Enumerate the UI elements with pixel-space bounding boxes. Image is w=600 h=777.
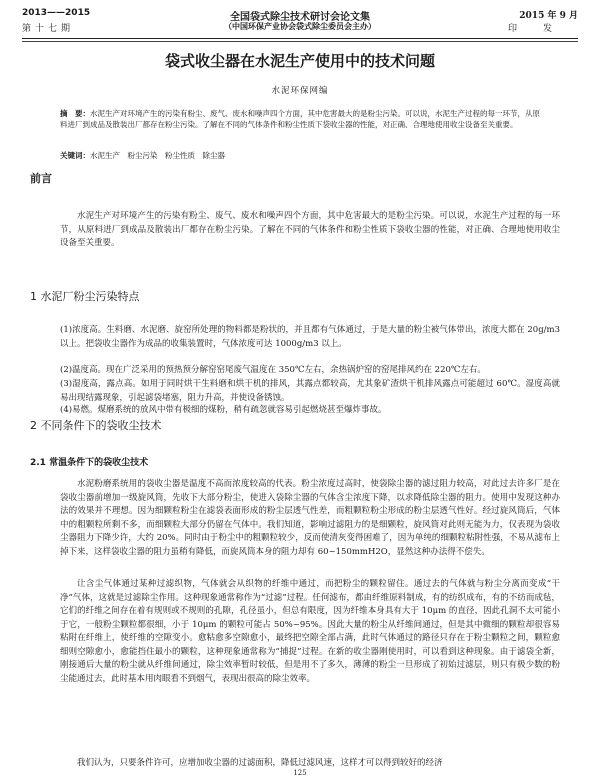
paragraph-item-1: (1)浓度高。生料磨、水泥磨、旋窑所处理的物料都是粉状的，并且都有气体通过，于是大量的粉尘被气体带出，浓度大都在 20g/m3 以上。把袋收尘器作为成品的收集装置时，气体浓度可达 1000g/m3 以上。	[60, 325, 560, 349]
section-heading-1: 1 水泥厂粉尘污染特点	[30, 290, 140, 303]
paragraph-item-3: (3)湿度高，露点高。如用于同时烘干生料磨和烘干机的排风，其露点都较高，尤其象矿渣烘干机排风露点可能超过 60℃。湿度高就易出现结露现象，引起滤袋堵塞，阻力升高，并使设备锈蚀。	[60, 379, 560, 403]
header-years: 2013——2015	[22, 8, 91, 18]
keywords	[60, 150, 542, 161]
header-printed: 印发	[507, 24, 578, 34]
paragraph-item-2: (2)温度高。现在广泛采用的预热预分解窑窑尾废气温度在 350℃左右，余热锅炉窑的窑尾排风约在 220℃左右。	[60, 365, 486, 375]
abstract	[60, 108, 542, 130]
section-heading-2: 2 不同条件下的袋收尘技术	[30, 419, 162, 432]
paper-title: 袋式收尘器在水泥生产使用中的技术问题	[164, 52, 435, 70]
header-organizer: （中国环保产业协会袋式除尘委员会主办）	[224, 21, 376, 31]
paragraph-2-1-b: 让含尘气体通过某种过滤织物，气体就会从织物的纤维中通过，而把粉尘的颗粒留住。通过去的气体就与粉尘分离而变成“干净”气体，这就是过滤除尘作用。这种现象通常称作为“过滤”过程。任何滤布，都由纤维原料制成，有的纺织成布，有的不纺而成毡，它们的纤维之间存在着有规则或不规则的孔隙，孔径虽小，但总有限度，因为纤维本身具有大于 10μm 的直径，因此孔洞不太可能小于它，一般粉尘颗粒都很细，小于 10μm 的颗粒可能占 50%~95%。因此大量的粉尘从纤维间通过，但是其中微细的颗粒却很容易粘附在纤维上，使纤维的空隙变小。愈粘愈多空隙愈小，最终把空隙全部占满，此时气体通过的路径只存在于粉尘颗粒之间，颗粒愈细则空隙愈小，愈能挡住最小的颗粒，这种现象通常称为“捕捉”过程。在新的收尘器刚使用时，可以看到这种现象。由于滤袋全新，刚接通后大量的粉尘就从纤维间通过，除尘效率暂时较低，但是用不了多久，薄薄的粉尘一旦形成了初始过滤层，则只有极少数的粉尘能通过去，此时基本用肉眼看不到烟气，表现出很高的除尘效率。	[60, 579, 560, 684]
running-header	[22, 8, 578, 38]
paragraph-intro: 水泥生产对环境产生的污染有粉尘、废气、废水和噪声四个方面，其中危害最大的是粉尘污染。可以说，水泥生产过程的每一环节，从原料进厂到成品及散装出厂都存在粉尘污染。了解在不同的气体条件和粉尘性质下袋收尘器的性能，对正确、合理地使用收尘设备至关重要。	[60, 211, 560, 248]
header-proceedings-title: 全国袋式除尘技术研讨会论文集	[230, 12, 370, 23]
keywords-text: 水泥生产 粉尘污染 粉尘性质 除尘器	[90, 151, 225, 160]
header-rule	[22, 38, 578, 39]
section-heading-preface: 前言	[30, 172, 52, 185]
header-issue: 第十七期	[22, 24, 75, 34]
paragraph-item-4: (4)易燃。煤磨系统的放风中带有极细的煤粉，稍有疏忽就容易引起燃烧甚至爆炸事故。	[60, 405, 387, 415]
paragraph-2-1-a: 水泥粉磨系统用的袋收尘器是温度不高而浓度较高的代表。粉尘浓度过高时，使袋除尘器的滤过阻力较高，对此过去许多厂是在袋收尘器前增加一级旋风筒，先收下大部分粉尘，使进入袋除尘器的气体含尘浓度下降，以求降低除尘器的阻力。使用中发现这种办法的效果并不理想。因为细颗粒粉尘在滤袋表面形成的粉尘层透气性差，而粗颗粒粉尘形成的粉尘层透气性好。经过旋风筒后，气体中的粗颗粒所剩不多，而细颗粒大部分仍留在气体中。我们知道，影响过滤阻力的是细颗粒，旋风筒对此则无能为力，仅表现为袋收尘器阻力下降少许，大约 20%。同时由于粉尘中的粗颗粒较少，反而使清灰变得困难了，因为单纯的细颗粒粘附性强，不易从滤布上掉下来，这样袋收尘器的阻力虽稍有降低，而旋风筒本身的阻力却有 60~150mmH2O，显然这种办法得不偿失。	[60, 479, 560, 557]
abstract-text: 水泥生产对环境产生的污染有粉尘、废气、废水和噪声四个方面，其中危害最大的是粉尘污染。可以说，水泥生产过程的每一环节，从原料进厂到成品及散装出厂都存在粉尘污染。了解在不同的气体条件和粉尘性质下袋收尘器的性能，对正确、合理地使用收尘设备至关重要。	[60, 109, 540, 129]
header-date: 2015 年 9 月	[519, 11, 578, 21]
header-rule-thin	[22, 41, 578, 42]
keywords-label: 关键词：	[60, 151, 90, 160]
page-number: 125	[293, 769, 307, 777]
paragraph-2-1-c: 我们认为，只要条件许可，应增加收尘器的过滤面积，降低过滤风速，这样才可以得到较好的经济	[77, 758, 443, 768]
subsection-heading-2-1: 2.1 常温条件下的袋收尘技术	[30, 458, 149, 468]
paper-author: 水泥环保网编	[271, 86, 329, 96]
abstract-label: 摘 要：	[60, 109, 90, 118]
